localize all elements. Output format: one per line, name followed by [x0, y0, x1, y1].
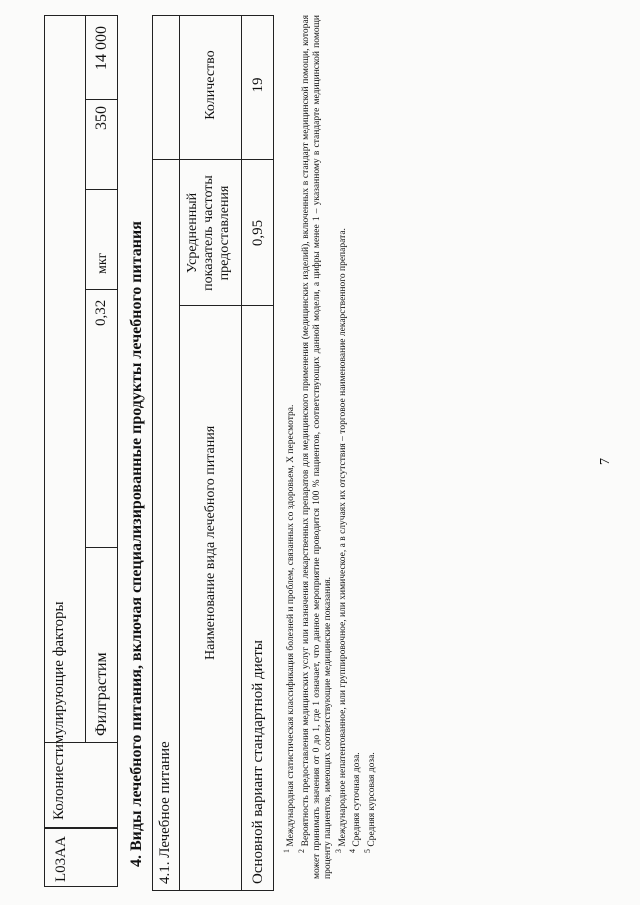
footnote-2: $^2$ Вероятность предоставления медицинских услуг или назначения лекарственных препаратов для медицинского применения (медицинских изделий), включенных в стандарт медицинской помощи, которая может принимать значения от 0 до 1, где 1 означает, что данное мероприятие проводится 100 % пациентов, соответствующих данной модели, а цифры менее 1 – указанному в стандарте медицинской помощи проценту пациентов, имеющих соответствующие медицинские показания. [296, 15, 333, 879]
atc-code-cell [45, 828, 117, 886]
diet-frequency: 0,95 [250, 219, 266, 247]
footnote-1: $^1$ Международная статистическая классификация болезней и проблем, связанных со здоровьем, X пересмотра. [282, 404, 297, 853]
atc-code: L03AA [53, 836, 69, 882]
section-heading: 4. Виды лечебного питания, включая специализированные продукты лечебного питания [128, 221, 145, 867]
drug-name: Филграстим [93, 652, 110, 736]
drug-table [44, 15, 118, 887]
page-number: 7 [598, 458, 613, 465]
header-frequency: Усредненный показатель частоты предоставления [185, 175, 232, 291]
footnote-5: $^5$ Средняя курсовая доза. [363, 752, 378, 853]
header-name: Наименование вида лечебного питания [203, 425, 218, 660]
footnote-3: $^3$ Международное непатентованное, или группировочное, или химическое, а в случаях их отсутствия – торговое наименование лекарственного препарата. [333, 228, 348, 853]
drug-sdd: 350 [93, 106, 110, 130]
drug-unit: мкг [95, 252, 110, 274]
diet-quantity: 19 [250, 77, 266, 93]
drug-frequency: 0,32 [93, 299, 109, 326]
drug-skd: 14 000 [93, 26, 110, 70]
diet-name: Основной вариант стандартной диеты [250, 640, 266, 884]
footnotes [282, 15, 378, 879]
nutrition-subtitle: 4.1. Лечебное питание [157, 741, 173, 884]
nutrition-table [152, 15, 274, 891]
footnote-4: $^4$ Средняя суточная доза. [348, 752, 363, 853]
drug-group-name: Колониестимулирующие факторы [51, 601, 67, 820]
header-quantity: Количество [203, 50, 218, 120]
